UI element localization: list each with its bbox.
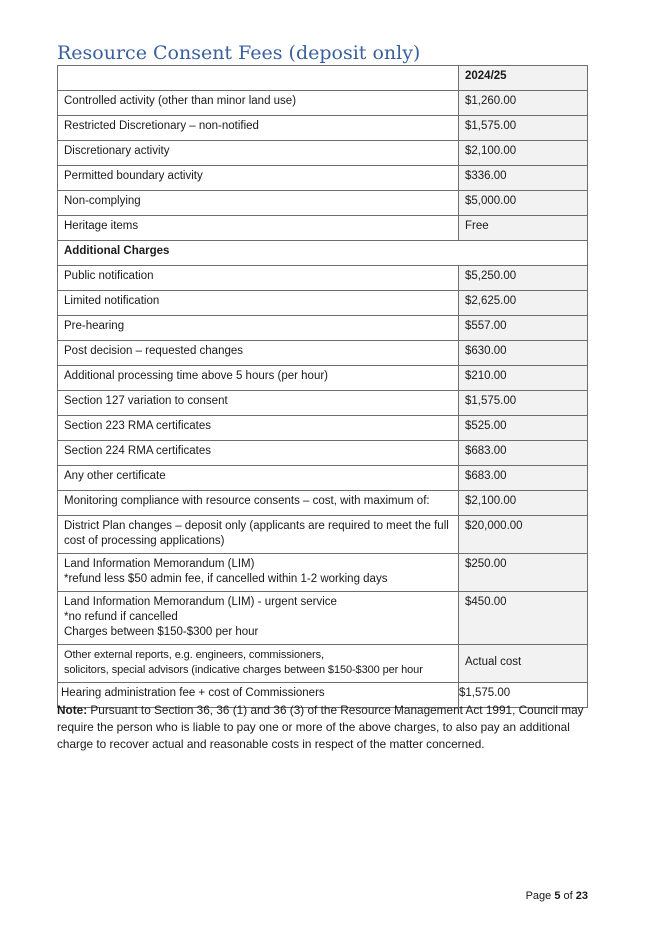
page-current: 5 xyxy=(554,890,561,902)
table-row xyxy=(58,391,588,416)
table-row xyxy=(58,592,588,645)
fee-value: $683.00 xyxy=(459,466,588,491)
fee-label: Discretionary activity xyxy=(58,141,459,166)
fee-value: $683.00 xyxy=(459,441,588,466)
page-total: 23 xyxy=(575,890,588,902)
table-header-row xyxy=(58,66,588,91)
table-row xyxy=(58,266,588,291)
fee-label: Land Information Memorandum (LIM) *refund less $50 admin fee, if cancelled within 1-2 working days xyxy=(58,554,459,592)
fee-value: $2,100.00 xyxy=(459,141,588,166)
fee-value: $525.00 xyxy=(459,416,588,441)
fees-table xyxy=(57,65,588,708)
fee-label: Non-complying xyxy=(58,191,459,216)
table-row xyxy=(58,341,588,366)
fee-label: District Plan changes – deposit only (applicants are required to meet the full cost of processing applications) xyxy=(58,516,459,554)
fee-value: $450.00 xyxy=(459,592,588,645)
table-row xyxy=(58,416,588,441)
page-number xyxy=(526,890,588,902)
fee-value: $5,000.00 xyxy=(459,191,588,216)
fee-label: Pre-hearing xyxy=(58,316,459,341)
fee-value: $5,250.00 xyxy=(459,266,588,291)
page-title: Resource Consent Fees (deposit only) xyxy=(57,42,421,64)
fee-value: $2,625.00 xyxy=(459,291,588,316)
fee-label: Additional processing time above 5 hours (per hour) xyxy=(58,366,459,391)
fee-label: Public notification xyxy=(58,266,459,291)
table-row xyxy=(58,491,588,516)
fee-value: $1,575.00 xyxy=(459,683,588,708)
table-row xyxy=(58,91,588,116)
fee-label: Land Information Memorandum (LIM) - urgent service *no refund if cancelled Charges between $150-$300 per hour xyxy=(58,592,459,645)
fee-label: Permitted boundary activity xyxy=(58,166,459,191)
fee-value: $1,260.00 xyxy=(459,91,588,116)
fee-label: Hearing administration fee + cost of Commissioners xyxy=(58,683,459,708)
fee-label: Any other certificate xyxy=(58,466,459,491)
section-heading: Additional Charges xyxy=(58,241,588,266)
fee-value: Free xyxy=(459,216,588,241)
fee-value: $2,100.00 xyxy=(459,491,588,516)
fee-label: Section 224 RMA certificates xyxy=(58,441,459,466)
fee-value: $336.00 xyxy=(459,166,588,191)
fee-value: $20,000.00 xyxy=(459,516,588,554)
note-label: Note: xyxy=(57,703,88,717)
fee-label: Post decision – requested changes xyxy=(58,341,459,366)
fee-value: $250.00 xyxy=(459,554,588,592)
fee-label: Limited notification xyxy=(58,291,459,316)
fee-label: Section 127 variation to consent xyxy=(58,391,459,416)
page-word: Page xyxy=(525,890,555,902)
table-row xyxy=(58,141,588,166)
fee-value: $1,575.00 xyxy=(459,116,588,141)
fee-value: $557.00 xyxy=(459,316,588,341)
table-row xyxy=(58,441,588,466)
section-row xyxy=(58,241,588,266)
fee-label: Heritage items xyxy=(58,216,459,241)
fee-value: $1,575.00 xyxy=(459,391,588,416)
header-blank-cell xyxy=(58,66,459,91)
table-row xyxy=(58,166,588,191)
fee-label: Controlled activity (other than minor land use) xyxy=(58,91,459,116)
page-of-word: of xyxy=(560,890,576,902)
table-row xyxy=(58,516,588,554)
table-row xyxy=(58,645,588,683)
table-row xyxy=(58,191,588,216)
table-row xyxy=(58,291,588,316)
note-text: Pursuant to Section 36, 36 (1) and 36 (3) of the Resource Management Act 1991, Council may require the person who is liable to pay one or more of the above charges, to also pay an additional charge to recover actual and reasonable costs in respect of the matter concerned. xyxy=(57,703,584,751)
table-row xyxy=(58,316,588,341)
table-row xyxy=(58,554,588,592)
note-paragraph xyxy=(57,702,589,753)
table-row xyxy=(58,366,588,391)
fee-label: Section 223 RMA certificates xyxy=(58,416,459,441)
fee-label: Other external reports, e.g. engineers, commissioners, solicitors, special advisors (indicative charges between $150-$300 per hour xyxy=(58,645,459,683)
year-header: 2024/25 xyxy=(459,66,588,91)
fee-label: Monitoring compliance with resource consents – cost, with maximum of: xyxy=(58,491,459,516)
table-row xyxy=(58,466,588,491)
table-row xyxy=(58,116,588,141)
fee-value: $630.00 xyxy=(459,341,588,366)
fee-value: $210.00 xyxy=(459,366,588,391)
fee-label: Restricted Discretionary – non-notified xyxy=(58,116,459,141)
table-row xyxy=(58,216,588,241)
fee-value: Actual cost xyxy=(459,645,588,683)
